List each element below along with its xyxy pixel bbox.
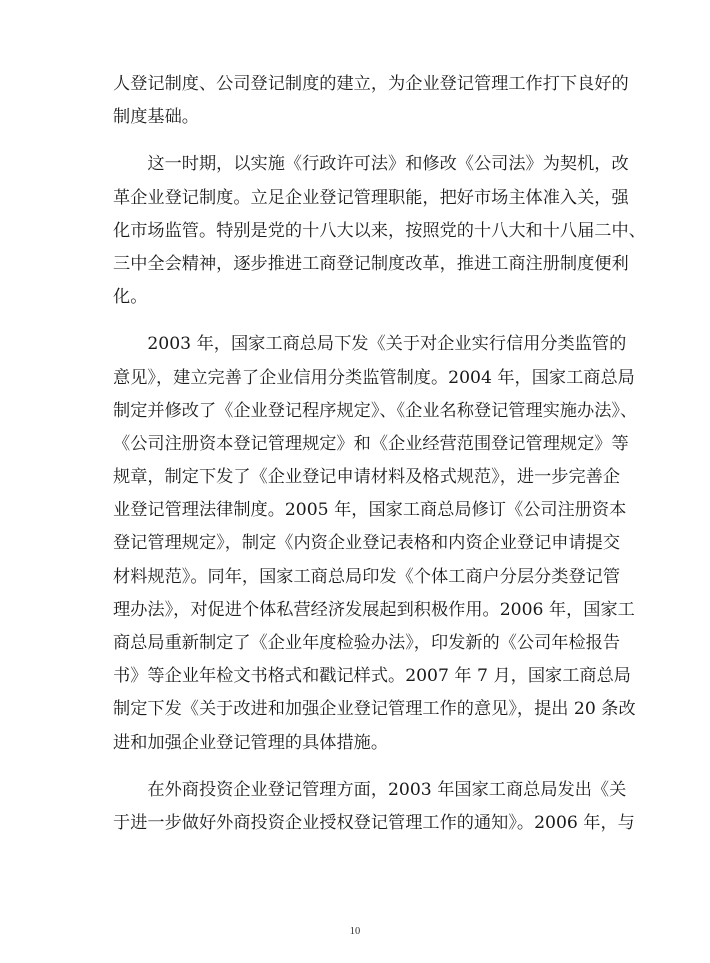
paragraph <box>113 328 638 759</box>
text-line: 人登记制度、公司登记制度的建立，为企业登记管理工作打下良好的 <box>113 74 629 94</box>
text-line: 意见》，建立完善了企业信用分类监管制度。2004 年，国家工商总局 <box>113 367 635 388</box>
text-line: 制定下发《关于改进和加强企业登记管理工作的意见》，提出 20 条改 <box>113 699 636 720</box>
text-line: 书》等企业年检文书格式和戳记样式。2007 年 7 月，国家工商总局 <box>113 666 631 687</box>
text-line: 材料规范》。同年，国家工商总局印发《个体工商户分层分类登记管 <box>113 566 621 587</box>
text-line: 理办法》，对促进个体私营经济发展起到积极作用。2006 年，国家工 <box>113 599 635 620</box>
body-text <box>113 68 646 840</box>
text-line: 制度基础。 <box>113 107 199 128</box>
text-line: 制定并修改了《企业登记程序规定》、《企业名称登记管理实施办法》、 <box>113 400 638 421</box>
text-line: 三中全会精神，逐步推进工商登记制度改革，推进工商注册制度便利 <box>113 253 629 274</box>
text-line: 《公司注册资本登记管理规定》和《企业经营范围登记管理规定》等 <box>113 433 629 454</box>
text-line: 规章，制定下发了《企业登记申请材料及格式规范》，进一步完善企 <box>113 467 621 488</box>
text-line: 革企业登记制度。立足企业登记管理职能，把好市场主体准入关，强 <box>113 187 629 208</box>
paragraph <box>113 68 629 134</box>
text-line: 化。 <box>113 287 148 308</box>
text-line: 商总局重新制定了《企业年度检验办法》，印发新的《公司年检报告 <box>113 633 621 653</box>
paragraph <box>113 774 635 840</box>
paragraph <box>113 148 646 314</box>
text-line: 这一时期，以实施《行政许可法》和修改《公司法》为契机，改 <box>113 154 629 175</box>
text-line: 业登记管理法律制度。2005 年，国家工商总局修订《公司注册资本 <box>113 500 627 521</box>
text-line: 在外商投资企业登记管理方面，2003 年国家工商总局发出《关 <box>113 779 627 800</box>
text-line: 2003 年，国家工商总局下发《关于对企业实行信用分类监管的 <box>113 334 627 355</box>
text-line: 进和加强企业登记管理的具体措施。 <box>113 732 389 753</box>
text-line: 于进一步做好外商投资企业授权登记管理工作的通知》。2006 年，与 <box>113 812 635 833</box>
page-number: 10 <box>349 926 361 937</box>
text-line: 登记管理规定》，制定《内资企业登记表格和内资企业登记申请提交 <box>113 533 621 554</box>
text-line: 化市场监管。特别是党的十八大以来，按照党的十八大和十八届二中、 <box>113 220 646 241</box>
